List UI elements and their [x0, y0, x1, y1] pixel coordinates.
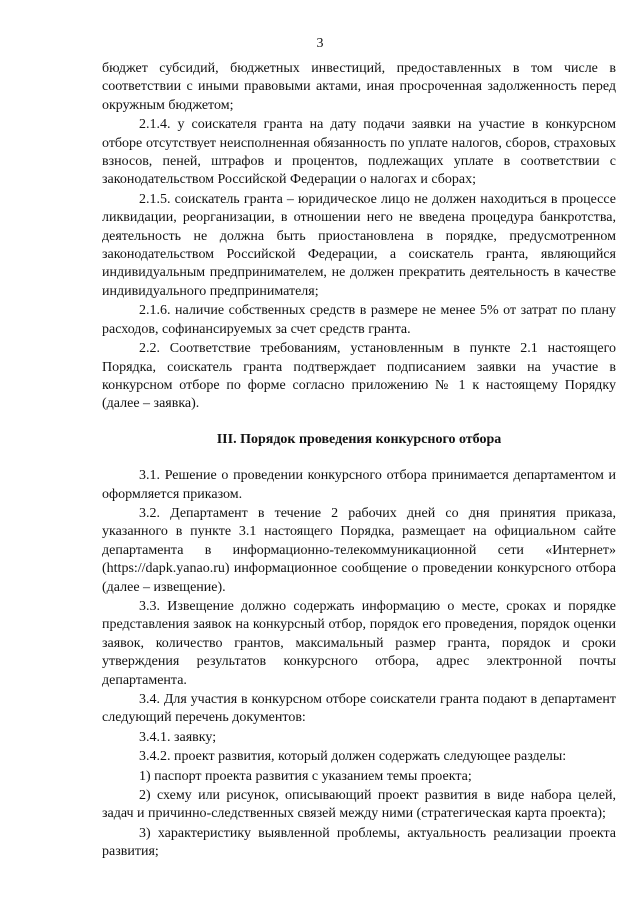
paragraph-2-1-4: 2.1.4. у соискателя гранта на дату подачи заявки на участие в конкурсном отборе отсутствует неисполненная обязанность по уплате налогов, сборов, страховых взносов, пеней, штрафов и процентов, подлежащих уплате в соответствии с законодательством Российской Федерации о налогах и сборах; — [102, 117, 616, 188]
list-item-3: 3) характеристику выявленной проблемы, актуальность реализации проекта развития; — [102, 825, 616, 860]
list-item-2: 2) схему или рисунок, описывающий проект развития в виде набора целей, задач и причинно-следственных связей между ними (стратегическая карта проекта); — [102, 788, 616, 822]
paragraph-3-3: 3.3. Извещение должно содержать информацию о месте, сроках и порядке представления заявок на конкурсный отбор, порядок его проведения, порядок оценки заявок, количество грантов, максимальный размер гранта, порядок и сроки утверждения результатов конкурсного отбора, адрес электронной почты департамента. — [102, 598, 616, 688]
paragraph-3-4: 3.4. Для участия в конкурсном отборе соискатели гранта подают в департамент следующий перечень документов: — [102, 692, 616, 726]
paragraph-2-1-5: 2.1.5. соискатель гранта – юридическое лицо не должен находиться в процессе ликвидации, реорганизации, в отношении него не введена процедура банкротства, деятельность не должна быть приостановлена в порядке, предусмотренном законодательством Российской Федерации, а соискатель гранта, являющийся индивидуальным предпринимателем, не должен прекратить деятельность в качестве индивидуального предпринимателя; — [102, 191, 616, 299]
paragraph-3-4-1: 3.4.1. заявку; — [139, 729, 217, 745]
paragraph-3-2: 3.2. Департамент в течение 2 рабочих дней со дня принятия приказа, указанного в пункте 3.1 настоящего Порядка, размещает на официальном сайте департамента в информационно-телекоммуникационной сети «Интернет» (https://dapk.yanao.ru) информационное сообщение о проведении конкурсного отбора (далее – извещение). — [102, 505, 616, 595]
paragraph-3-1: 3.1. Решение о проведении конкурсного отбора принимается департаментом и оформляется приказом. — [102, 468, 616, 502]
section-heading: III. Порядок проведения конкурсного отбора — [216, 431, 502, 447]
paragraph-continuation: бюджет субсидий, бюджетных инвестиций, предоставленных в том числе в соответствии с иными правовыми актами, иная просроченная задолженность перед окружным бюджетом; — [102, 61, 616, 113]
paragraph-3-4-2: 3.4.2. проект развития, который должен содержать следующее разделы: — [139, 749, 567, 765]
document-body — [102, 60, 616, 862]
list-item-1: 1) паспорт проекта развития с указанием темы проекта; — [139, 768, 472, 784]
paragraph-2-2: 2.2. Соответствие требованиям, установленным в пункте 2.1 настоящего Порядка, соискатель гранта подтверждает подписанием заявки на участие в конкурсном отборе по форме согласно приложению № 1 к настоящему Порядку (далее – заявка). — [102, 341, 616, 412]
paragraph-2-1-6: 2.1.6. наличие собственных средств в размере не менее 5% от затрат по плану расходов, софинансируемых за счет средств гранта. — [102, 303, 616, 337]
page-number: 3 — [316, 36, 324, 51]
